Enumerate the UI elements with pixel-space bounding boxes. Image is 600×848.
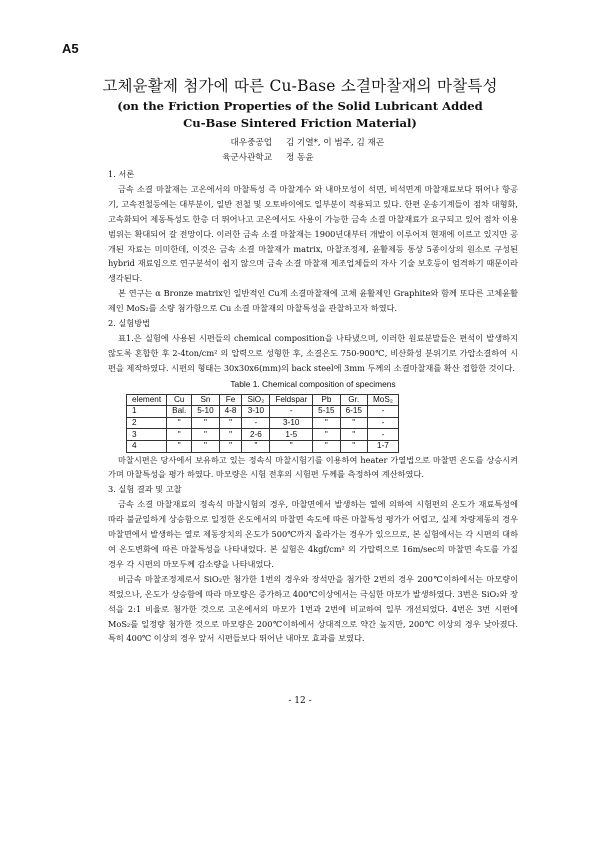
author-names: 정 동윤 bbox=[286, 153, 314, 163]
table-cell: 3-10 bbox=[242, 406, 270, 418]
table-cell: - bbox=[242, 417, 270, 429]
table-cell: - bbox=[367, 429, 398, 441]
table-header-cell: Pb bbox=[313, 394, 340, 406]
table-cell: - bbox=[367, 417, 398, 429]
author-row bbox=[0, 136, 600, 151]
results-paragraph-2: 비금속 마찰조정제로서 SiO₂만 첨가한 1번의 경우와 장석만을 첨가한 2번의 경우 200℃이하에서는 마모량이 적었으나, 온도가 상승함에 따라 마모량은 증가하고 400℃이상에서는 극심한 마모가 발생하였다. 3번은 SiO₂와 장석을 2:1 비율로 첨가한 것으로 고온에서의 마모가 1번과 2번에 비교하여 일부 개선되었다. 4번은 3번 시편에 MoS₂를 일정량 첨가한 것으로 마모량은 200℃이하에서 상대적으로 약간 높지만, 200℃ 이상의 경우 낮아졌다. 특히 400℃ 이상의 경우 앞서 시편들보다 뛰어난 내마모 효과를 보였다. bbox=[108, 573, 518, 644]
table-header-row bbox=[127, 394, 399, 406]
table-cell: " bbox=[192, 417, 219, 429]
table-cell: 2-6 bbox=[242, 429, 270, 441]
table-cell: - bbox=[367, 406, 398, 418]
subtitle-line-1: (on the Friction Properties of the Solid Lubricant Added bbox=[117, 99, 483, 113]
table-header-cell: MoS₂ bbox=[367, 394, 398, 406]
method-paragraph-2: 마찰시편은 당사에서 보유하고 있는 정속식 마찰시험기를 이용하여 heater 가열법으로 마찰면 온도를 상승시켜 가며 마찰특성을 평가 하였다. 마모량은 시험 전후의 시험편 두께를 측정하여 계산하였다. bbox=[108, 454, 518, 480]
table-header-cell: Fe bbox=[219, 394, 242, 406]
table-cell: " bbox=[192, 440, 219, 452]
author-names: 김 기열*, 이 범주, 김 재곤 bbox=[286, 138, 385, 148]
table-cell: " bbox=[219, 440, 242, 452]
table-cell: 2 bbox=[127, 417, 167, 429]
table-header-cell: Gr. bbox=[340, 394, 367, 406]
table-header-cell: element bbox=[127, 394, 167, 406]
table-cell: " bbox=[313, 417, 340, 429]
subtitle-line-2: Cu-Base Sintered Friction Material) bbox=[183, 116, 417, 130]
table-cell: 4-8 bbox=[219, 406, 242, 418]
method-paragraph-1: 표1.은 실험에 사용된 시편들의 chemical composition을 나타냈으며, 이러한 원료분말들은 편석이 발생하지 않도록 혼합한 후 2-4ton/cm² 의 압력으로 성형한 후, 소결온도 750-900℃, 비산화성 분위기로 가압소결하여 시편을 제작하였다. 시편의 형태는 30x30x6(mm)의 back steel에 3mm 두께의 소결마찰재를 확산 접합한 것이다. bbox=[108, 332, 518, 373]
page-number: - 12 - bbox=[288, 696, 312, 706]
table-cell: 3-10 bbox=[270, 417, 313, 429]
section-heading-intro: 1. 서론 bbox=[108, 169, 135, 179]
paper-title: 고체윤활제 첨가에 따른 Cu-Base 소결마찰재의 마찰특성 bbox=[102, 77, 498, 95]
table-row bbox=[127, 429, 399, 441]
table-cell: " bbox=[167, 440, 192, 452]
intro-paragraph-1: 금속 소결 마찰재는 고온에서의 마찰특성 즉 마찰계수 와 내마모성이 석면, 비석면계 마찰재료보다 뛰어나 항공기, 고속전철등에는 대부분이, 일반 전철 및 오토바이에도 일부분이 적용되고 있다. 한편 운송기계들이 점차 대형화, 고속화되어 제동특성도 한층 더 뛰어나고 고온에서도 사용이 가능한 금속 소결 마찰재료가 요구되고 있어 점차 이용범위는 확대되어 갈 전망이다. 이러한 금속 소결 마찰재는 1900년대부터 개발이 이루어져 현재에 이르고 있지만 공개된 자료는 미미한데, 이것은 금속 소결 마찰재가 matrix, 마찰조정제, 윤활제등 통상 5종이상의 원소로 구성된 hybrid 재료임으로 연구분석이 쉽지 않으며 금속 소결 마찰재 제조업체들의 자사 기술 보호등이 엄격하기 때문이라 생각된다. bbox=[108, 183, 518, 284]
table-cell: 6-15 bbox=[340, 406, 367, 418]
author-row bbox=[0, 151, 600, 166]
paper-subtitle bbox=[0, 98, 600, 132]
page-label: A5 bbox=[62, 41, 79, 56]
section-heading-method: 2. 실험방법 bbox=[108, 318, 151, 329]
affiliation: 육군사관학교 bbox=[222, 153, 272, 163]
table-header-cell: SiO₂ bbox=[242, 394, 270, 406]
author-block bbox=[0, 136, 600, 166]
table-cell: " bbox=[313, 440, 340, 452]
table-cell: 3 bbox=[127, 429, 167, 441]
affiliation: 대우중공업 bbox=[230, 138, 272, 148]
table-cell: 5-10 bbox=[192, 406, 219, 418]
results-paragraph-1: 금속 소결 마찰재료의 정속식 마찰시험의 경우, 마찰면에서 발생하는 열에 의하여 시험편의 온도가 재료특성에 따라 불균일하게 상승함으로 일정한 온도에서의 마찰면 속도에 따른 마찰특성 평가가 어렵고, 실제 차량제동의 경우 마찰면에서 발생하는 열로 제동장치의 온도가 500℃까지 올라가는 경우가 있으므로, 본 실험에서는 각 시편의 대하여 온도변화에 따른 마찰특성을 나타내었다. 본 실험은 4kgf/cm² 의 가압력으로 16m/sec의 마찰면 속도를 가질 경우 각 시편의 마모두께 감소량을 나타내었다. bbox=[108, 499, 518, 569]
table-row bbox=[127, 417, 399, 429]
table-cell: " bbox=[313, 429, 340, 441]
table-cell: - bbox=[270, 406, 313, 418]
table-header-cell: Feldspar bbox=[270, 394, 313, 406]
table-cell: 1-7 bbox=[367, 440, 398, 452]
paper-body bbox=[108, 167, 518, 646]
table-cell: " bbox=[340, 429, 367, 441]
table-cell: " bbox=[192, 429, 219, 441]
section-heading-results: 3. 실험 결과 및 고찰 bbox=[108, 484, 182, 495]
table-cell: 1 bbox=[127, 406, 167, 418]
table-cell: " bbox=[340, 440, 367, 452]
table-cell: 5-15 bbox=[313, 406, 340, 418]
intro-paragraph-2: 본 연구는 α Bronze matrix인 일반적인 Cu계 소결마찰재에 고체 윤활제인 Graphite와 함께 또다른 고체윤활제인 MoS₂를 소량 첨가함으로 Cu 소결 마찰재의 마찰특성을 관찰하고자 하였다. bbox=[108, 288, 518, 314]
table-caption: Table 1. Chemical composition of specimens bbox=[230, 378, 396, 389]
table-row bbox=[127, 440, 399, 452]
table-cell: " bbox=[167, 429, 192, 441]
table-cell: " bbox=[219, 429, 242, 441]
table-cell: " bbox=[242, 440, 270, 452]
table-header-cell: Sn bbox=[192, 394, 219, 406]
table-cell: 1-5 bbox=[270, 429, 313, 441]
table-cell: " bbox=[167, 417, 192, 429]
table-cell: " bbox=[219, 417, 242, 429]
table-cell: " bbox=[340, 417, 367, 429]
table-cell: 4 bbox=[127, 440, 167, 452]
table-header-cell: Cu bbox=[167, 394, 192, 406]
table-row bbox=[127, 406, 399, 418]
composition-table bbox=[126, 394, 399, 453]
table-cell: Bal. bbox=[167, 406, 192, 418]
table-cell: " bbox=[270, 440, 313, 452]
